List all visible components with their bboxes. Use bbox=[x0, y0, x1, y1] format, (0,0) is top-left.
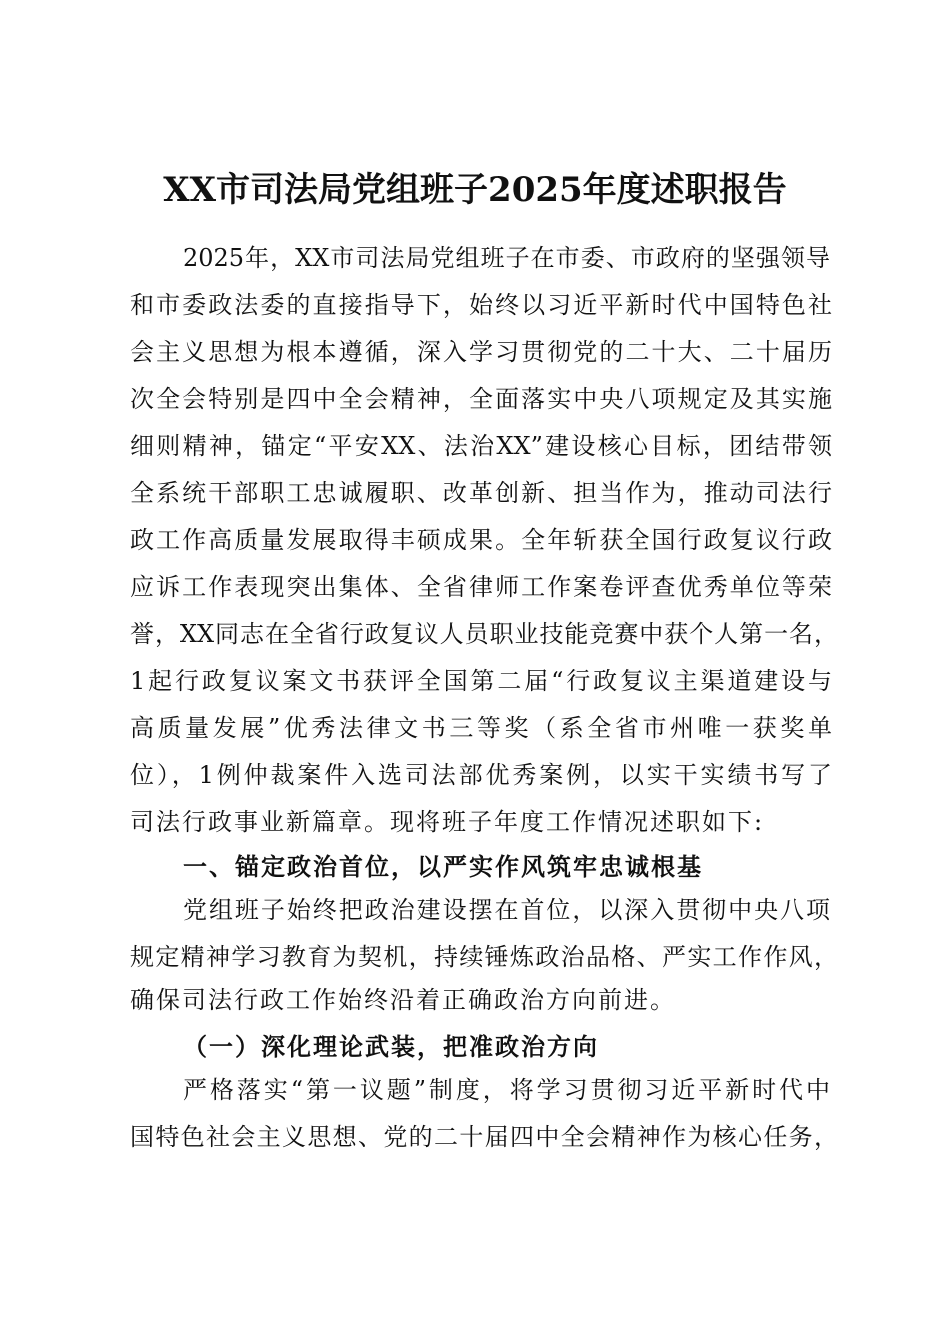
body-line: 严格落实“第一议题”制度，将学习贯彻习近平新时代中 bbox=[183, 1076, 830, 1104]
body-line: 国特色社会主义思想、党的二十届四中全会精神作为核心任务， bbox=[130, 1123, 838, 1151]
body-line: 确保司法行政工作始终沿着正确政治方向前进。 bbox=[130, 986, 676, 1014]
body-line: 司法行政事业新篇章。现将班子年度工作情况述职如下: bbox=[130, 808, 765, 836]
body-line: 誉，XX同志在全省行政复议人员职业技能竞赛中获个人第一名， bbox=[130, 620, 838, 648]
body-line: 和市委政法委的直接指导下，始终以习近平新时代中国特色社 bbox=[130, 291, 832, 319]
body-line: 会主义思想为根本遵循，深入学习贯彻党的二十大、二十届历 bbox=[130, 338, 832, 366]
body-line: 应诉工作表现突出集体、全省律师工作案卷评查优秀单位等荣 bbox=[130, 573, 832, 601]
body-line: 规定精神学习教育为契机，持续锤炼政治品格、严实工作作风， bbox=[130, 943, 838, 971]
body-line: 政工作高质量发展取得丰硕成果。全年斩获全国行政复议行政 bbox=[130, 526, 832, 554]
body-line: 党组班子始终把政治建设摆在首位，以深入贯彻中央八项 bbox=[183, 896, 830, 924]
section-heading: 一、锚定政治首位，以严实作风筑牢忠诚根基 bbox=[183, 852, 703, 881]
body-line: 2025年，XX市司法局党组班子在市委、市政府的坚强领导 bbox=[183, 244, 830, 272]
document-title: XX市司法局党组班子2025年度述职报告 bbox=[163, 170, 787, 210]
body-line: 细则精神，锚定“平安XX、法治XX”建设核心目标，团结带领 bbox=[130, 432, 832, 460]
body-line: 次全会特别是四中全会精神，全面落实中央八项规定及其实施 bbox=[130, 385, 832, 413]
subsection-heading: （一）深化理论武装，把准政治方向 bbox=[183, 1032, 599, 1061]
body-line: 1起行政复议案文书获评全国第二届“行政复议主渠道建设与 bbox=[130, 667, 832, 695]
body-line: 高质量发展”优秀法律文书三等奖（系全省市州唯一获奖单 bbox=[130, 714, 832, 742]
body-line: 位），1例仲裁案件入选司法部优秀案例，以实干实绩书写了 bbox=[130, 761, 832, 789]
body-line: 全系统干部职工忠诚履职、改革创新、担当作为，推动司法行 bbox=[130, 479, 832, 507]
